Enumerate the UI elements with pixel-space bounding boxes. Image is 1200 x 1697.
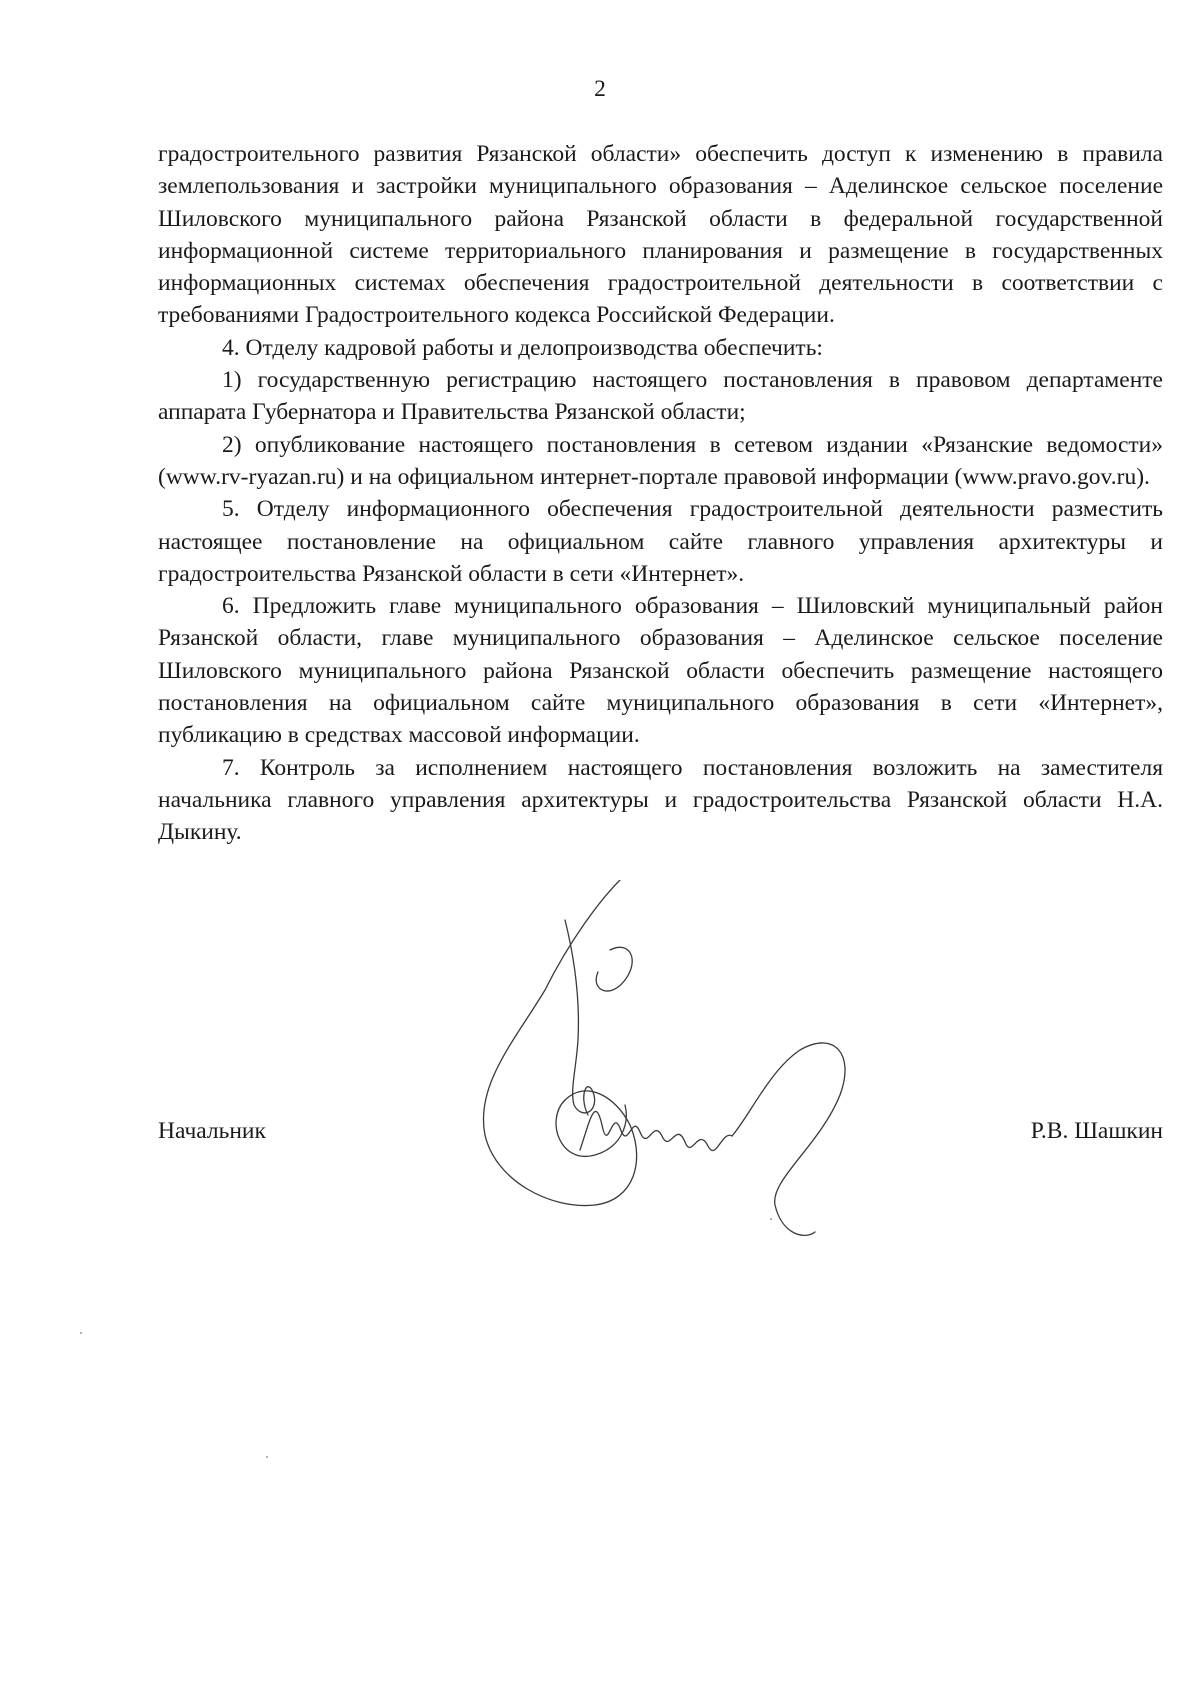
signatory-name: Р.В. Шашкин <box>1030 1118 1163 1144</box>
document-body <box>158 138 1163 849</box>
paragraph-item-4: 4. Отделу кадровой работы и делопроизводства обеспечить: <box>222 334 823 361</box>
scan-speck <box>266 1456 268 1458</box>
scan-speck <box>770 1218 772 1220</box>
signature-tail <box>732 1043 845 1235</box>
signature-knot <box>565 920 595 1115</box>
paragraph-item-5: 5. Отделу информационного обеспечения градостроительной деятельности разместить настоящее постановление на официальном сайте главного управления архитектуры и градостроительства Рязанской области в сети «Интернет». <box>158 496 1163 587</box>
signature-zigzag <box>580 1111 732 1150</box>
handwritten-signature <box>470 880 920 1250</box>
paragraph-item-4-2: 2) опубликование настоящего постановления в сетевом издании «Рязанские ведомости» (www.rv-ryazan.ru) и на официальном интернет-портале правовой информации (www.pravo.gov.ru). <box>158 431 1163 490</box>
signature-flourish <box>596 947 632 991</box>
page-number: 2 <box>594 76 606 102</box>
paragraph-continuation: градостроительного развития Рязанской области» обеспечить доступ к изменению в правила землепользования и застройки муниципального образования – Аделинское сельское поселение Шиловского муниципального района Рязанской области в федеральной государственной информационной системе территориального планирования и размещение в государственных информационных системах обеспечения градостроительной деятельности в соответствии с требованиями Градостроительного кодекса Российской Федерации. <box>158 141 1163 329</box>
signature-loop-left <box>483 880 636 1206</box>
paragraph-item-4-1: 1) государственную регистрацию настоящего постановления в правовом департаменте аппарата Губернатора и Правительства Рязанской области; <box>158 367 1163 426</box>
scan-speck <box>80 1332 82 1334</box>
signatory-title: Начальник <box>158 1118 266 1144</box>
paragraph-item-7: 7. Контроль за исполнением настоящего постановления возложить на заместителя начальника главного управления архитектуры и градостроительства Рязанской области Н.А. Дыкину. <box>158 754 1163 846</box>
paragraph-item-6: 6. Предложить главе муниципального образования – Шиловский муниципальный район Рязанской области, главе муниципального образования – Аделинское сельское поселение Шиловского муниципального района Рязанской области обеспечить размещение настоящего постановления на официальном сайте муниципального образования в сети «Интернет», публикацию в средствах массовой информации. <box>158 593 1163 749</box>
